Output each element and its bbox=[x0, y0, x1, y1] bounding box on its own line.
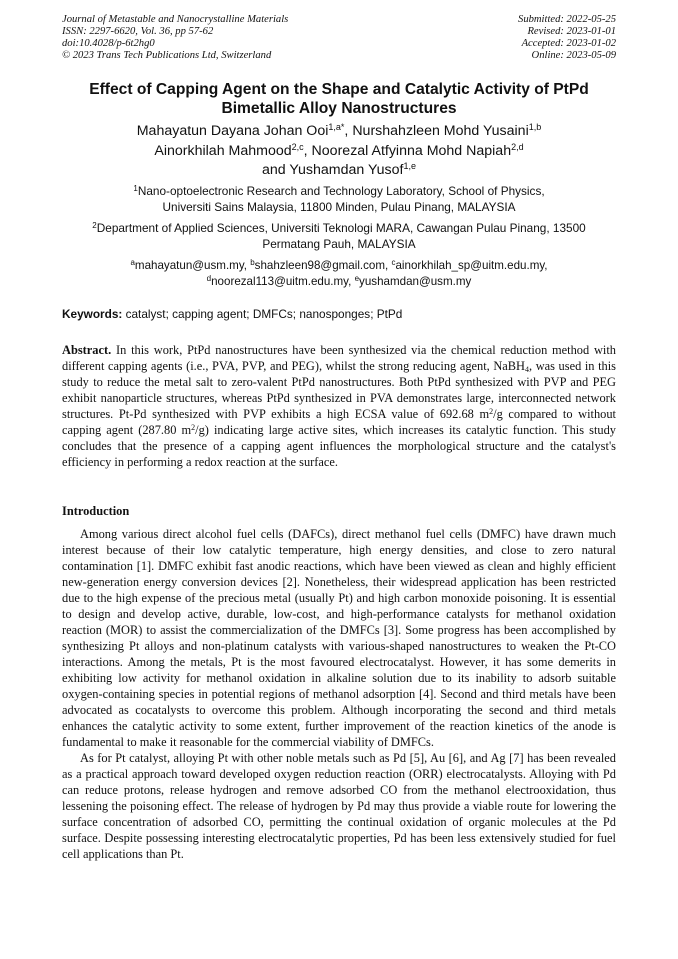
author-affiliation-mark: 2,c bbox=[291, 141, 304, 152]
title-line-1: Effect of Capping Agent on the Shape and Catalytic Activity of PtPd bbox=[89, 81, 589, 98]
email-mark: a bbox=[130, 258, 135, 267]
journal-doi: doi:10.4028/p-6t2hg0 bbox=[62, 38, 155, 49]
email-line-1 bbox=[62, 258, 616, 274]
journal-copyright: © 2023 Trans Tech Publications Ltd, Switzerland bbox=[62, 50, 272, 61]
keywords bbox=[62, 307, 616, 321]
keywords-label: Keywords: bbox=[62, 307, 123, 321]
author-affiliation-mark: 2,d bbox=[511, 141, 524, 152]
abstract-text: /g) indicating large active sites, which increases its catalytic function. This study concludes that the presence of a capping agent influences the morphological structure and the catalyst's efficiency in performing a redox reaction at the surface. bbox=[62, 423, 616, 469]
affiliation-text: Nano-optoelectronic Research and Technology Laboratory, School of Physics, bbox=[137, 184, 545, 198]
date-accepted: Accepted: 2023-01-02 bbox=[521, 38, 616, 49]
author-affiliation-mark: 1,b bbox=[528, 122, 542, 132]
email-d[interactable]: noorezal113@uitm.edu.my, bbox=[211, 274, 352, 288]
email-mark: b bbox=[250, 258, 255, 267]
author-name: Mahayatun Dayana Johan Ooi bbox=[136, 123, 329, 139]
email-a[interactable]: mahayatun@usm.my, bbox=[134, 259, 247, 272]
abstract-text: /g compared to without capping agent (287.80 m bbox=[62, 407, 617, 437]
affiliation-number: 1 bbox=[133, 184, 138, 193]
date-submitted: Submitted: 2022-05-25 bbox=[518, 14, 616, 25]
author-affiliation-mark: 1,e bbox=[403, 161, 416, 171]
submission-dates bbox=[518, 14, 616, 62]
affiliation-text: Department of Applied Sciences, Universiti Teknologi MARA, Cawangan Pulau Pinang, 13500 bbox=[96, 221, 586, 235]
author-conjunction: and bbox=[262, 162, 286, 178]
author-name: Noorezal Atfyinna Mohd Napiah bbox=[311, 142, 512, 159]
superscript: 2 bbox=[191, 423, 196, 432]
introduction-body bbox=[62, 526, 616, 862]
author-list bbox=[62, 122, 616, 181]
superscript: 2 bbox=[489, 407, 494, 416]
author-separator: , bbox=[303, 142, 308, 159]
affiliation-number: 2 bbox=[92, 221, 97, 230]
email-e[interactable]: yushamdan@usm.my bbox=[359, 274, 472, 288]
author-line-3 bbox=[62, 161, 616, 181]
author-affiliation-mark: 1,a* bbox=[328, 122, 345, 132]
date-revised: Revised: 2023-01-01 bbox=[527, 26, 616, 37]
paragraph: Among various direct alcohol fuel cells (DAFCs), direct methanol fuel cells (DMFC) have drawn much interest because of their low catalytic temperature, high energy densities, and close to zero natural contamination [1]. DMFC exhibit fast anodic reactions, which have been viewed as clean and highly efficient new-generation energy conversion devices [2]. Nonetheless, their widespread application has been restricted due to the high expense of the precious metal (usually Pt) and high carbon monoxide poisoning. It is essential to design and develop active, durable, low-cost, and high-performance catalysts for methanol oxidation reaction (MOR) to assist the commercialization of the DMFCs [3]. Some progress has been accomplished by synthesizing Pt alloys and non-platinum catalysts with various-shaped nanostructures to weaken the Pt-CO interactions. Among the metals, Pt is the most favoured electrocatalyst. However, it has some demerits in exhibiting low activity for methanol oxidation in alkaline solution due to its inability to adsorb suitable oxygen-containing species in potential regions of methanol adsorption [4]. Second and third metals have been advocated as cocatalysts to overcome this problem. Although incorporating the second and third metals enhances the catalytic activity to some extent, further improvement of the reaction kinetics of the anode is fundamental to make it reasonable for the commercial viability of DMFCs. bbox=[62, 527, 616, 749]
author-emails bbox=[62, 258, 616, 289]
email-mark: e bbox=[354, 273, 360, 283]
paper-title bbox=[62, 80, 616, 118]
date-online: Online: 2023-05-09 bbox=[531, 50, 616, 61]
subscript: 4 bbox=[525, 365, 529, 374]
section-heading-introduction: Introduction bbox=[62, 504, 130, 518]
paragraph: As for Pt catalyst, alloying Pt with other noble metals such as Pd [5], Au [6], and Ag [7] has been revealed as a practical approach toward developed oxygen reduction reaction (ORR) electrocatalysts. Alloying with Pd can reduce protons, release hydrogen and remove adsorbed CO from the methanol electrooxidation, thus lessening the poisoning effect. The release of hydrogen by Pd may thus provide a viable route for lowering the surface concentration of adsorbed CO, permitting the continual oxidation of organic molecules at the Pd surface. Despite possessing interesting electrocatalytic properties, Pd has been less extensively studied for fuel cell applications than Pt. bbox=[62, 751, 616, 861]
affiliation-2-line-1 bbox=[62, 221, 616, 237]
affiliation-1 bbox=[62, 184, 616, 215]
abstract-text: In this work, PtPd nanostructures have been synthesized via the chemical reduction method with different capping agents (i.e., PVA, PVP, and PEG), whilst the strong reducing agent, NaBH bbox=[62, 343, 616, 373]
author-line-2 bbox=[62, 142, 616, 162]
author-name: Nurshahzleen Mohd Yusaini bbox=[352, 123, 529, 139]
journal-name: Journal of Metastable and Nanocrystalline Materials bbox=[62, 14, 289, 25]
keywords-text: catalyst; capping agent; DMFCs; nanosponges; PtPd bbox=[125, 307, 403, 321]
email-b[interactable]: shahzleen98@gmail.com, bbox=[254, 259, 389, 272]
email-line-2 bbox=[62, 274, 616, 290]
email-c[interactable]: ainorkhilah_sp@uitm.edu.my, bbox=[395, 259, 548, 272]
author-line-1 bbox=[62, 122, 616, 142]
affiliation-2 bbox=[62, 221, 616, 252]
email-mark: c bbox=[391, 258, 396, 267]
abstract-text: , was used in this study to reduce the metal salt to zero-valent PtPd nanostructures. Both PtPd synthesized with PVP and PEG exhibit nanoparticle structures, whereas PtPd synthesized in PVA demonstrates large, interconnected network structures. Pt-Pd synthesized with PVP exhibits a high ECSA value of 692.68 m bbox=[62, 359, 616, 421]
author-separator: , bbox=[344, 123, 349, 139]
author-name: Ainorkhilah Mahmood bbox=[154, 142, 292, 159]
title-line-2: Bimetallic Alloy Nanostructures bbox=[221, 100, 457, 117]
author-name: Yushamdan Yusof bbox=[289, 162, 404, 178]
journal-info bbox=[62, 14, 288, 62]
abstract-label: Abstract. bbox=[62, 343, 112, 357]
journal-issn: ISSN: 2297-6620, Vol. 36, pp 57-62 bbox=[62, 26, 214, 37]
affiliation-1-line-2: Universiti Sains Malaysia, 11800 Minden, Pulau Pinang, MALAYSIA bbox=[162, 199, 516, 214]
affiliation-2-line-2: Permatang Pauh, MALAYSIA bbox=[262, 236, 416, 251]
abstract bbox=[62, 342, 616, 470]
email-mark: d bbox=[206, 273, 212, 283]
affiliation-1-line-1 bbox=[62, 184, 616, 200]
